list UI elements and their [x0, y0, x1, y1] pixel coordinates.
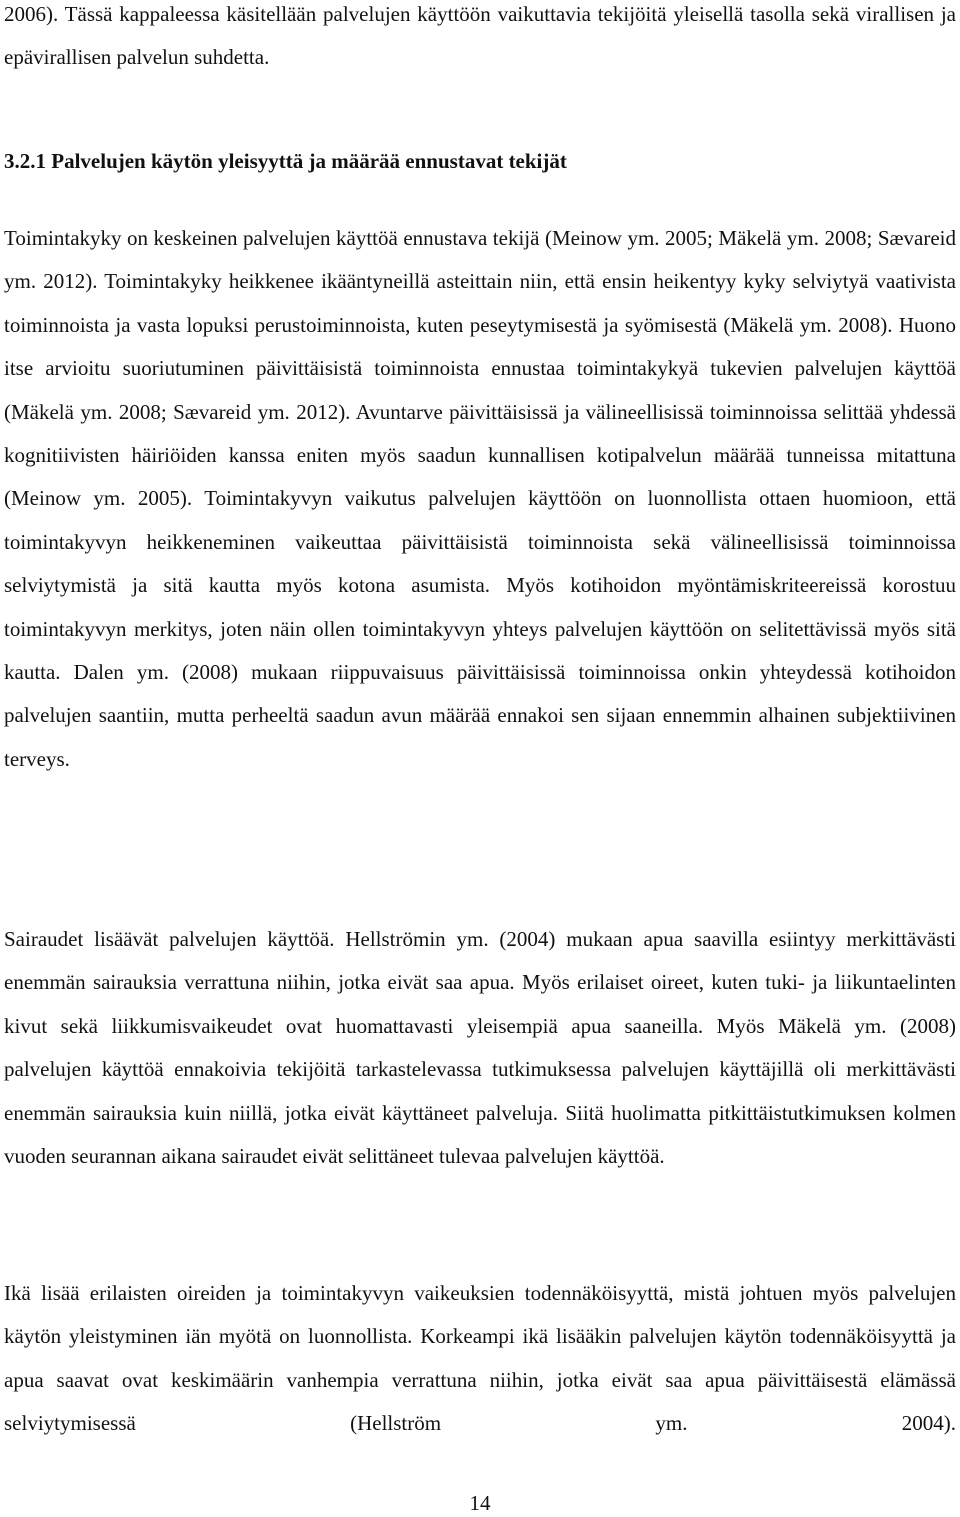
- paragraph-age: Ikä lisää erilaisten oireiden ja toimintakyvyn vaikeuksien todennäköisyyttä, mistä johtuen myös palvelujen käytön yleistyminen iän myötä on luonnollista. Korkeampi ikä lisääkin palvelujen käytön todennäköisyyttä ja apua saavat ovat keskimäärin vanhempia verrattuna niihin, jotka eivät saa apua päivittäisestä elämässä selviytymisessä (Hellström ym. 2004).: [4, 1281, 956, 1436]
- section-heading: 3.2.1 Palvelujen käytön yleisyyttä ja määrää ennustavat tekijät: [4, 149, 567, 173]
- page-number: 14: [469, 1491, 491, 1515]
- paragraph-continuation: 2006). Tässä kappaleessa käsitellään palvelujen käyttöön vaikuttavia tekijöitä yleisellä tasolla sekä virallisen ja epävirallisen palvelun suhdetta.: [4, 2, 956, 70]
- paragraph-illnesses: Sairaudet lisäävät palvelujen käyttöä. Hellströmin ym. (2004) mukaan apua saavilla esiintyy merkittävästi enemmän sairauksia verrattuna niihin, jotka eivät saa apua. Myös erilaiset oireet, kuten tuki- ja liikuntaelinten kivut sekä liikkumisvaikeudet ovat huomattavasti yleisempiä apua saaneilla. Myös Mäkelä ym. (2008) palvelujen käyttöä ennakoivia tekijöitä tarkastelevassa tutkimuksessa palvelujen käyttäjillä oli merkittävästi enemmän sairauksia kuin niillä, jotka eivät käyttäneet palveluja. Siitä huolimatta pitkittäistutkimuksen kolmen vuoden seurannan aikana sairaudet eivät selittäneet tulevaa palvelujen käyttöä.: [4, 927, 956, 1169]
- paragraph-functional-ability: Toimintakyky on keskeinen palvelujen käyttöä ennustava tekijä (Meinow ym. 2005; Mäkelä ym. 2008; Sævareid ym. 2012). Toimintakyky heikkenee ikääntyneillä asteittain niin, että ensin heikentyy kyky selviytyä vaativista toiminnoista ja vasta lopuksi perustoiminnoista, kuten peseytymisestä ja syömisestä (Mäkelä ym. 2008). Huono itse arvioitu suoriutuminen päivittäisistä toiminnoista ennustaa toimintakykyä tukevien palvelujen käyttöä (Mäkelä ym. 2008; Sævareid ym. 2012). Avuntarve päivittäisissä ja välineellisissä toiminnoissa selittää yhdessä kognitiivisten häiriöiden kanssa eniten myös saadun kunnallisen kotipalvelun määrää tunneissa mitattuna (Meinow ym. 2005). Toimintakyvyn vaikutus palvelujen käyttöön on luonnollista ottaen huomioon, että toimintakyvyn heikkeneminen vaikeuttaa päivittäisistä toiminnoista sekä välineellisissä toiminnoissa selviytymistä ja sitä kautta myös kotona asumista. Myös kotihoidon myöntämiskriteereissä korostuu toimintakyvyn merkitys, joten näin ollen toimintakyvyn yhteys palvelujen käyttöön on selitettävissä myös sitä kautta. Dalen ym. (2008) mukaan riippuvaisuus päivittäisissä toiminnoissa onkin yhteydessä kotihoidon palvelujen saantiin, mutta perheeltä saadun avun määrää ennakoi sen sijaan ennemmin alhainen subjektiivinen terveys.: [4, 226, 956, 771]
